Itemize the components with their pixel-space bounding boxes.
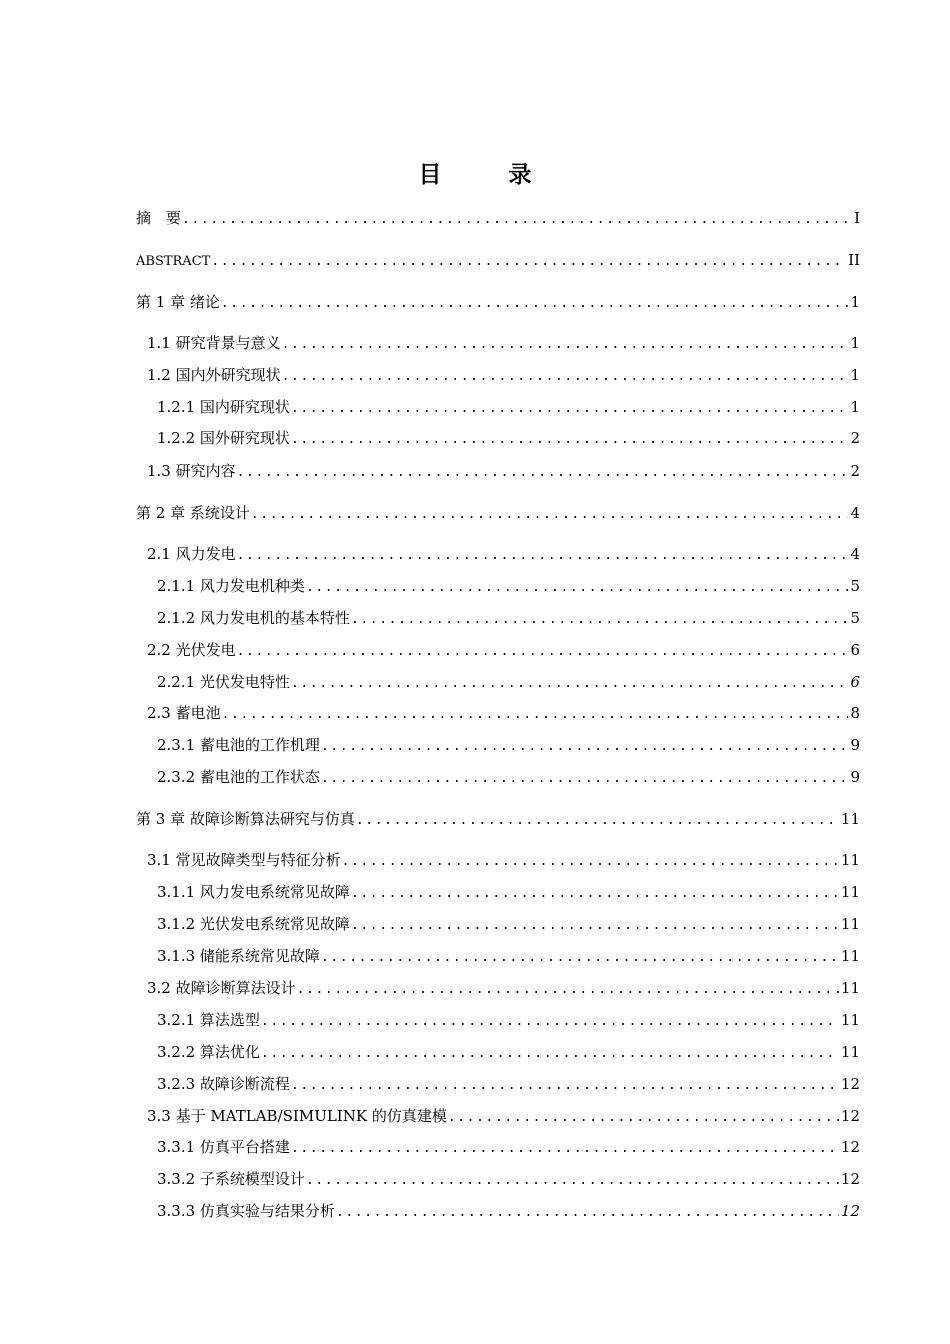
toc-entry-label: 3.2 故障诊断算法设计 <box>147 979 296 997</box>
toc-entry[interactable] <box>136 289 860 315</box>
toc-entry-page: II <box>848 251 860 269</box>
toc-entry[interactable] <box>157 1198 860 1224</box>
toc-entry-label: 2.2.1 光伏发电特性 <box>157 673 290 691</box>
toc-entry-page: 6 <box>850 673 860 691</box>
toc-entry-label: 3.1.2 光伏发电系统常见故障 <box>157 915 350 933</box>
dot-leader <box>306 1168 839 1194</box>
toc-entry-label: 1.1 研究背景与意义 <box>147 334 281 352</box>
dot-leader <box>211 249 846 275</box>
toc-entry-label: 1.2.1 国内研究现状 <box>157 398 290 416</box>
toc-entry-label: 3.1.3 储能系统常见故障 <box>157 947 320 965</box>
dot-leader <box>182 207 852 233</box>
toc-entry-page: 5 <box>850 577 860 595</box>
toc-entry-page: 2 <box>850 462 860 480</box>
toc-entry-label: 3.2.3 故障诊断流程 <box>157 1075 290 1093</box>
toc-entry[interactable] <box>157 573 860 599</box>
toc-entry-page: 1 <box>850 334 860 352</box>
toc-entry-page: 9 <box>850 736 860 754</box>
dot-leader <box>221 291 849 317</box>
dot-leader <box>261 1009 839 1035</box>
toc-entry-page: 1 <box>850 293 860 311</box>
toc-entry-page: 6 <box>850 641 860 659</box>
toc-entry-page: I <box>854 209 860 227</box>
toc-entry-label: 1.3 研究内容 <box>147 462 236 480</box>
toc-entry[interactable] <box>147 975 860 1001</box>
toc-entry[interactable] <box>157 732 860 758</box>
dot-leader <box>282 364 849 390</box>
toc-entry[interactable] <box>147 541 860 567</box>
toc-entry-label: 2.3 蓄电池 <box>147 704 221 722</box>
dot-leader <box>237 543 849 569</box>
toc-entry-page: 11 <box>840 810 860 828</box>
toc-entry[interactable] <box>157 394 860 420</box>
toc-entry-label: 3.2.2 算法优化 <box>157 1043 260 1061</box>
toc-entry-label: 摘 要 <box>136 209 182 227</box>
toc-entry-page: 12 <box>840 1075 860 1093</box>
dot-leader <box>351 607 849 633</box>
toc-entry-label: 第 2 章 系统设计 <box>136 504 250 522</box>
toc-entry-page: 5 <box>850 609 860 627</box>
dot-leader <box>291 1073 839 1099</box>
toc-entry[interactable] <box>136 500 860 526</box>
dot-leader <box>291 396 849 422</box>
toc-entry[interactable] <box>147 847 860 873</box>
dot-leader <box>306 575 849 601</box>
toc-entry-page: 1 <box>850 366 860 384</box>
toc-entry-label: 2.1 风力发电 <box>147 545 236 563</box>
dot-leader <box>251 502 849 528</box>
dot-leader <box>237 639 849 665</box>
dot-leader <box>321 945 839 971</box>
toc-entry-page: 12 <box>840 1107 860 1125</box>
toc-entry[interactable] <box>157 764 860 790</box>
toc-entry[interactable] <box>147 458 860 484</box>
dot-leader <box>291 671 849 697</box>
toc-entry-page: 11 <box>840 947 860 965</box>
toc-entry[interactable] <box>136 806 860 832</box>
toc-entry[interactable] <box>157 879 860 905</box>
toc-entry[interactable] <box>147 362 860 388</box>
toc-entry[interactable] <box>157 1134 860 1160</box>
toc-entry[interactable] <box>157 1166 860 1192</box>
toc-entry-label: 2.1.1 风力发电机种类 <box>157 577 305 595</box>
dot-leader <box>282 332 849 358</box>
toc-entry-label: 3.3 基于 MATLAB/SIMULINK 的仿真建模 <box>147 1107 447 1125</box>
toc-entry-label: 1.2.2 国外研究现状 <box>157 429 290 447</box>
toc-entry-label: 3.2.1 算法选型 <box>157 1011 260 1029</box>
toc-entry-page: 1 <box>850 398 860 416</box>
toc-entry-label: 3.3.3 仿真实验与结果分析 <box>157 1202 335 1220</box>
toc-entry-page: 11 <box>840 883 860 901</box>
toc-entry-page: 9 <box>850 768 860 786</box>
toc-entry-page: 11 <box>840 979 860 997</box>
toc-entry-label: 第 3 章 故障诊断算法研究与仿真 <box>136 810 355 828</box>
toc-entry[interactable] <box>147 330 860 356</box>
toc-entry[interactable] <box>147 1103 860 1129</box>
toc-entry-page: 12 <box>840 1138 860 1156</box>
toc-entry-page: 11 <box>840 1043 860 1061</box>
toc-entry-label: 3.3.1 仿真平台搭建 <box>157 1138 290 1156</box>
toc-entry-label: ABSTRACT <box>136 254 211 269</box>
dot-leader <box>321 734 849 760</box>
toc-entry-label: 第 1 章 绪论 <box>136 293 220 311</box>
toc-entry-label: 2.1.2 风力发电机的基本特性 <box>157 609 350 627</box>
toc-entry-page: 8 <box>850 704 860 722</box>
dot-leader <box>237 460 849 486</box>
toc-title: 目 录 <box>418 162 554 188</box>
dot-leader <box>351 913 839 939</box>
toc-entry[interactable] <box>157 911 860 937</box>
toc-entry[interactable] <box>157 425 860 451</box>
toc-entry[interactable] <box>157 1007 860 1033</box>
toc-entry-label: 3.1 常见故障类型与特征分析 <box>147 851 341 869</box>
toc-entry-page: 4 <box>850 504 860 522</box>
toc-entry-label: 2.3.1 蓄电池的工作机理 <box>157 736 320 754</box>
toc-entry-page: 2 <box>850 429 860 447</box>
toc-entry[interactable] <box>157 1039 860 1065</box>
dot-leader <box>291 1136 839 1162</box>
toc-entry-label: 3.1.1 风力发电系统常见故障 <box>157 883 350 901</box>
toc-entry-page: 12 <box>840 1170 860 1188</box>
dot-leader <box>297 977 839 1003</box>
toc-entry-label: 2.2 光伏发电 <box>147 641 236 659</box>
toc-entry[interactable] <box>157 669 860 695</box>
toc-entry[interactable] <box>157 1071 860 1097</box>
dot-leader <box>448 1105 839 1131</box>
toc-entry-label: 2.3.2 蓄电池的工作状态 <box>157 768 320 786</box>
dot-leader <box>356 808 839 834</box>
toc-entry[interactable] <box>147 700 860 726</box>
dot-leader <box>291 427 849 453</box>
toc-entry[interactable] <box>136 205 860 231</box>
toc-entry[interactable] <box>157 605 860 631</box>
toc-entry-page: 11 <box>840 851 860 869</box>
toc-entry-label: 3.3.2 子系统模型设计 <box>157 1170 305 1188</box>
dot-leader <box>351 881 839 907</box>
dot-leader <box>336 1200 839 1226</box>
toc-entry-page: 11 <box>840 915 860 933</box>
toc-entry[interactable] <box>136 247 860 273</box>
dot-leader <box>321 766 849 792</box>
toc-entry[interactable] <box>157 943 860 969</box>
dot-leader <box>222 702 849 728</box>
toc-entry-page: 11 <box>840 1011 860 1029</box>
toc-entry-label: 1.2 国内外研究现状 <box>147 366 281 384</box>
dot-leader <box>342 849 839 875</box>
toc-entry-page: 12 <box>840 1202 860 1220</box>
toc-entry-page: 4 <box>850 545 860 563</box>
dot-leader <box>261 1041 839 1067</box>
toc-entry[interactable] <box>147 637 860 663</box>
